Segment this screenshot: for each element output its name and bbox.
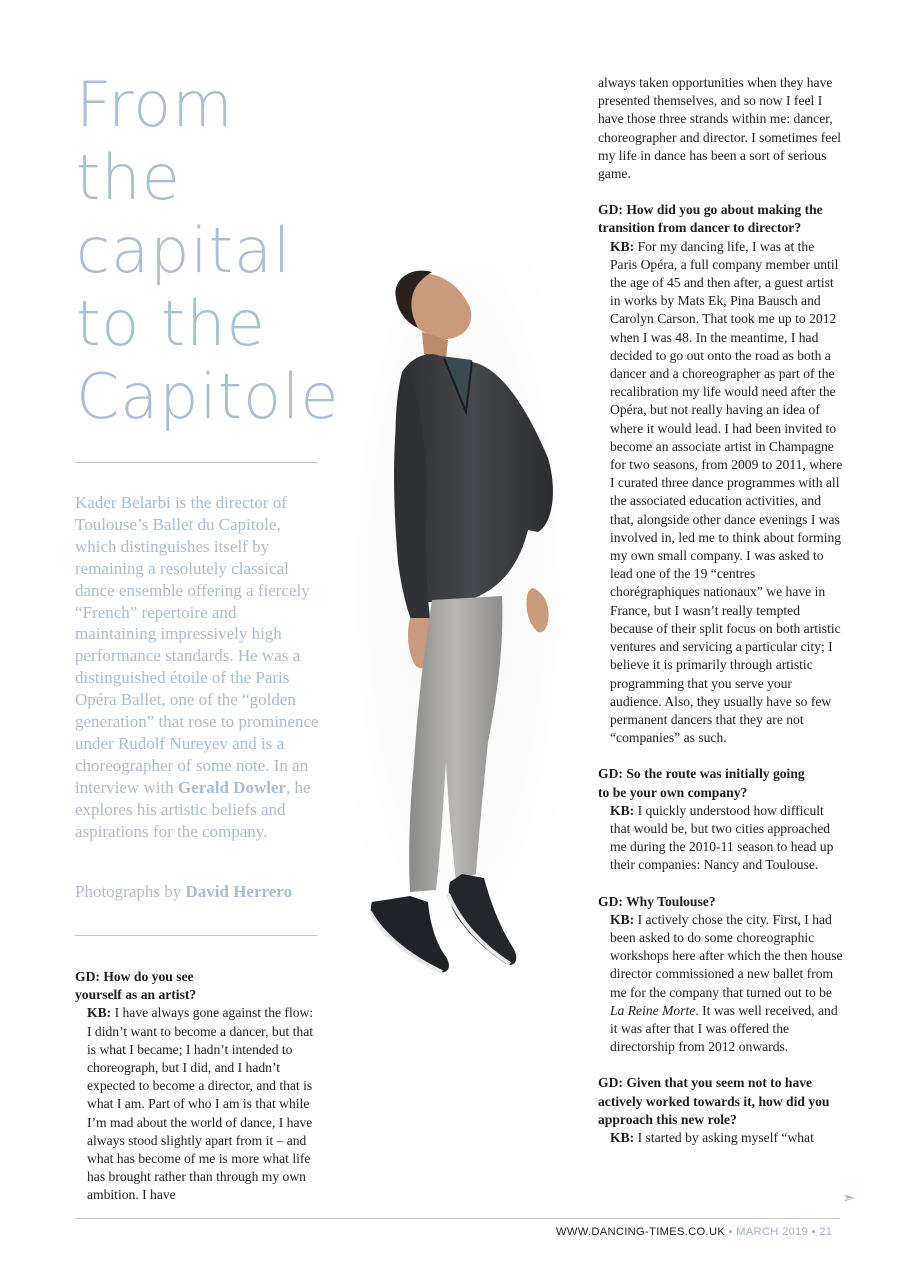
question-3: GD: So the route was initially going to be your own company? bbox=[598, 766, 805, 800]
title-line: the bbox=[76, 141, 181, 214]
question-2: GD: How did you go about making the transition from dancer to director? bbox=[598, 202, 823, 236]
answer-4: KB: I actively chose the city. First, I had been asked to do some choreographic workshops here after which the then house director commissioned a new ballet from me for the company that turned out to be La Reine Morte. It was well received, and it was after that I was offered the directorship from 2012 onwards. bbox=[610, 911, 843, 1055]
question-1: GD: How do you see yourself as an artist? bbox=[75, 969, 197, 1003]
answer-continued: always taken opportunities when they have presented themselves, and so now I feel I have those three strands within me: dancer, choreographer and director. I sometimes feel my life in dance has been a sort of serious game. bbox=[598, 75, 842, 182]
article-title bbox=[76, 68, 340, 433]
title-line: to the bbox=[76, 287, 266, 360]
footer-rule bbox=[75, 1218, 840, 1219]
answer-2: KB: For my dancing life, I was at the Paris Opéra, a full company member until the age of 45 and then after, a guest artist in works by Mats Ek, Pina Bausch and Carolyn Carson. That took me up to 2012 when I was 48. In the meantime, I had decided to go out onto the road as both a dancer and a choreographer as part of the recalibration my life would need after the Opéra, but not really having an idea of where it would lead. I had been invited to become an associate artist in Champagne for two seasons, from 2009 to 2011, where I curated three dance programmes with all the associated education activities, and that, alongside other dance evenings I was involved in, led me to think about forming my own small company. I was asked to lead one of the 19 “centres chorégraphiques nationaux” we have in France, but I wasn’t really tempted because of their split focus on both artistic ventures and servicing a particular city; I believe it is primarily through artistic programming that you serve your audience. Also, they usually have so few permanent dancers that they are not “companies” as such. bbox=[610, 238, 843, 746]
title-line: capital bbox=[76, 214, 292, 287]
answer-5: KB: I started by asking myself “what bbox=[610, 1129, 814, 1145]
standfirst-text: Kader Belarbi is the director of Toulouse’s Ballet du Capitole, which distinguishes itself by remaining a resolutely classical dance ensemble offering a fiercely “French” repertoire and maintaining impressively high performance standards. He was a distinguished étoile of the Paris Opéra Ballet, one of the “golden generation” that rose to prominence under Rudolf Nureyev and is a choreographer of some note. In an interview with bbox=[75, 493, 319, 797]
photographer-name: David Herrero bbox=[185, 882, 293, 901]
dancer-photo bbox=[352, 262, 562, 982]
page-footer bbox=[556, 1226, 832, 1238]
right-column bbox=[598, 74, 844, 1147]
answer-3: KB: I quickly understood how difficult that would be, but two cities approached me during the 2010-11 season to head up their companies: Nancy and Toulouse. bbox=[610, 802, 834, 873]
website-link[interactable]: WWW.DANCING-TIMES.CO.UK bbox=[556, 1226, 726, 1238]
photo-credit: Photographs by David Herrero bbox=[75, 882, 293, 901]
answer-1: KB: I have always gone against the flow: I didn’t want to become a dancer, but that is what I became; I hadn’t intended to choreograph, but I did, and I hadn’t expected to become a director, and that is what I am. Part of who I am is that while I’m mad about the world of dance, I have always stood slightly apart from it – and what has become of me is more what life has brought rather than through my own ambition. I have bbox=[87, 1005, 314, 1203]
standfirst bbox=[75, 492, 320, 843]
page-number: 21 bbox=[819, 1226, 833, 1238]
continue-arrow-icon: ➣ bbox=[842, 1190, 856, 1207]
footer-bullet: • bbox=[811, 1226, 816, 1238]
divider-bottom bbox=[75, 935, 318, 936]
title-line: Capitole bbox=[76, 360, 340, 433]
footer-bullet: • bbox=[728, 1226, 733, 1238]
standfirst-text-end: , he explores his artistic beliefs and aspirations for the company. bbox=[75, 777, 311, 841]
divider-top bbox=[75, 462, 318, 463]
interviewer-name: Gerald Dowler bbox=[177, 777, 287, 797]
title-line: From bbox=[76, 68, 234, 141]
question-5: GD: Given that you seem not to have actively worked towards it, how did you approach this new role? bbox=[598, 1075, 830, 1127]
issue-date: MARCH 2019 bbox=[736, 1226, 809, 1238]
left-column bbox=[75, 968, 320, 1205]
question-4: GD: Why Toulouse? bbox=[598, 893, 716, 909]
